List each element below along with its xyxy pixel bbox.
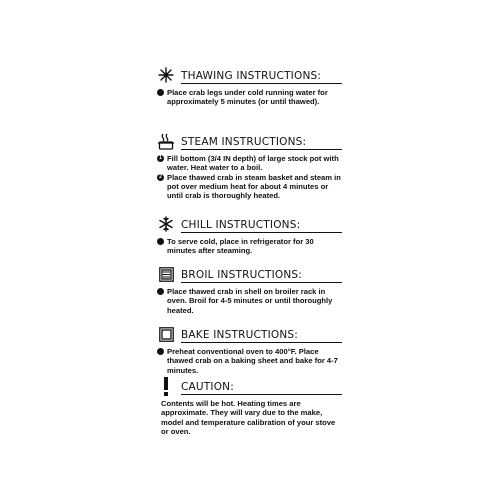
chill-section xyxy=(157,211,342,261)
cooking-instructions-label xyxy=(157,62,342,443)
steam-title: STEAM INSTRUCTIONS: xyxy=(181,136,342,150)
bake-step: Preheat conventional oven to 400°F. Place thawed crab on a baking sheet and bake for 4-7 minutes. xyxy=(157,347,342,375)
caution-text: Contents will be hot. Heating times are approximate. They will vary due to the make, model and temperature calibration of your stove or oven. xyxy=(161,399,336,436)
thawing-step: Place crab legs under cold running water for approximately 5 minutes (or until thawed). xyxy=(157,88,342,107)
caution-title: CAUTION: xyxy=(181,381,342,395)
bullet-icon xyxy=(157,238,164,245)
bullet-icon xyxy=(157,348,164,355)
steam-pot-icon xyxy=(157,132,175,150)
exclamation-icon xyxy=(157,377,175,395)
broiler-icon xyxy=(157,265,175,283)
thawing-section xyxy=(157,62,342,128)
bullet-icon xyxy=(157,89,164,96)
broil-step: Place thawed crab in shell on broiler rack in oven. Broil for 4-5 minutes or until thoroughly heated. xyxy=(157,287,342,315)
broil-section xyxy=(157,261,342,321)
caution-section xyxy=(157,373,342,443)
bake-title: BAKE INSTRUCTIONS: xyxy=(181,329,342,343)
snowflake-icon xyxy=(157,215,175,233)
broil-title: BROIL INSTRUCTIONS: xyxy=(181,269,342,283)
step-number-badge: 2 xyxy=(158,173,163,180)
chill-step: To serve cold, place in refrigerator for 30 minutes after steaming. xyxy=(157,237,342,256)
step-number-badge: 1 xyxy=(158,155,163,161)
thawing-title: THAWING INSTRUCTIONS: xyxy=(181,70,342,84)
oven-icon xyxy=(157,325,175,343)
chill-title: CHILL INSTRUCTIONS: xyxy=(181,219,342,233)
steam-step-1: 1 Fill bottom (3/4 IN depth) of large stock pot with water. Heat water to a boil. xyxy=(158,154,339,173)
bullet-icon xyxy=(157,288,164,295)
bake-section xyxy=(157,321,342,373)
steam-section xyxy=(157,128,342,211)
steam-step-2: 2 Place thawed crab in steam basket and steam in pot over medium heat for about 4 minutes or until crab is thoroughly heated. xyxy=(158,172,341,201)
snowflake-sun-icon xyxy=(157,66,175,84)
